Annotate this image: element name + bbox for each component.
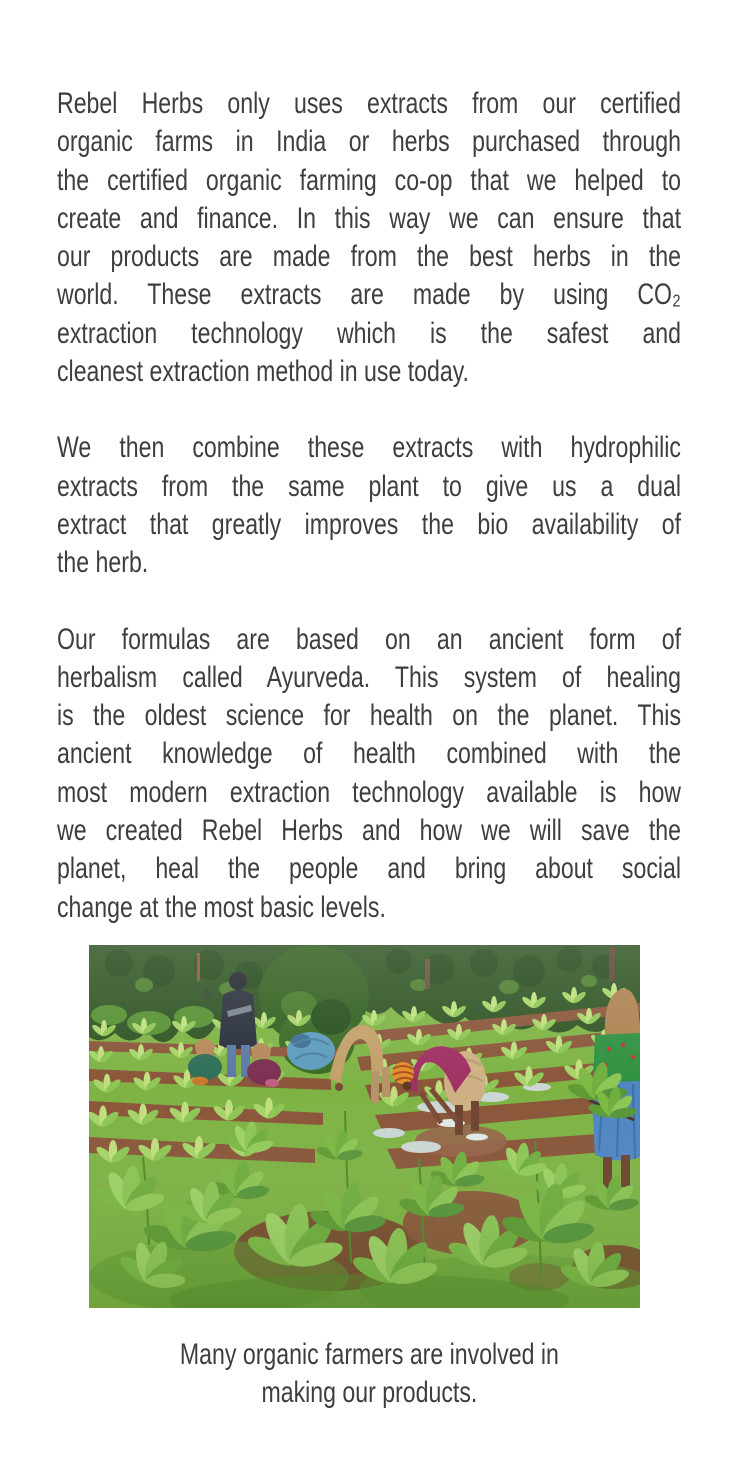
body-text-line: herbalism called Ayurveda. This system of healing [57,660,681,694]
body-text-line: cleanest extraction method in use today. [57,355,469,389]
photo-caption-line: making our products. [261,1376,478,1410]
body-text-line: extraction technology which is the safest and [57,316,681,350]
paragraph-2 [57,429,681,582]
body-text-line: create and finance. In this way we can ensure that [57,201,681,235]
body-text [57,85,681,927]
body-text-line: the herb. [57,546,149,580]
body-text-line: world. These extracts are made by using CO₂ [57,278,681,312]
body-text-line: is the oldest science for health on the planet. This [57,699,681,733]
body-text-line: our products are made from the best herbs in the [57,240,681,274]
body-text-line: extract that greatly improves the bio availability of [57,507,681,541]
photo-caption [0,1336,739,1413]
farm-photo [89,945,640,1308]
paragraph-1 [57,85,681,391]
body-text-line: most modern extraction technology available is how [57,775,681,809]
body-text-line: ancient knowledge of health combined with the [57,737,681,771]
photo-caption-line: Many organic farmers are involved in [179,1338,559,1371]
body-text-line: extracts from the same plant to give us a dual [57,469,681,503]
body-text-line: the certified organic farming co-op that we helped to [57,163,681,197]
depth-overlay [89,945,640,1308]
paragraph-3 [57,621,681,927]
body-text-line: organic farms in India or herbs purchased through [57,125,681,159]
body-text-line: we created Rebel Herbs and how we will save the [57,814,681,848]
body-text-line: Rebel Herbs only uses extracts from our certified [57,87,681,120]
body-text-line: planet, heal the people and bring about social [57,852,681,886]
body-text-line: change at the most basic levels. [57,890,386,924]
body-text-line: We then combine these extracts with hydrophilic [57,431,681,465]
farm-photo-illustration [89,945,640,1308]
body-text-line: Our formulas are based on an ancient form of [57,622,681,656]
